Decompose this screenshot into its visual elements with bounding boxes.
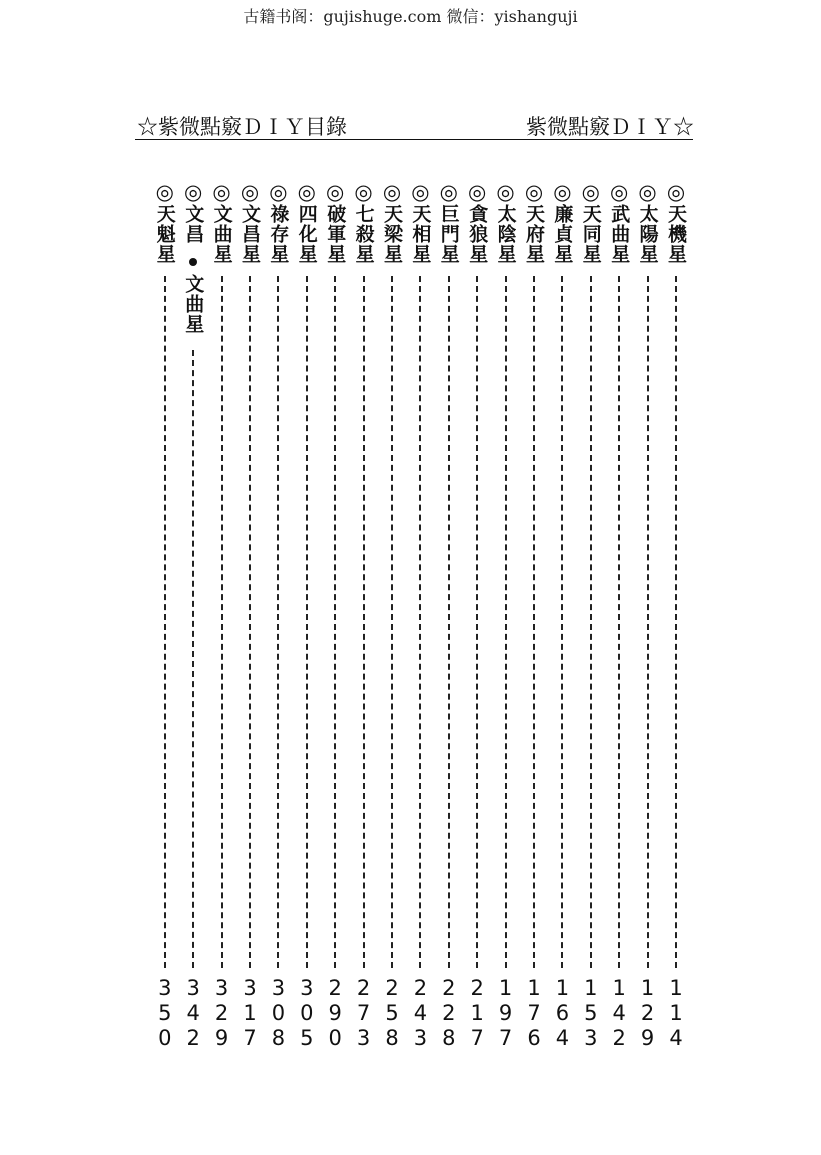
toc-entry-title: 貪狼星 [466,204,489,264]
page-number: 176 [522,976,546,1051]
bullet-mark: ◎ [184,180,203,204]
toc-entry[interactable] [521,180,547,1051]
toc-entry[interactable] [635,180,661,1051]
toc-entry-title: 文曲星 [210,204,233,264]
dotted-leader [249,276,251,968]
toc-entry[interactable] [379,180,405,1051]
bullet-mark: ◎ [240,180,260,204]
dotted-leader [192,350,194,968]
toc-entry[interactable] [549,180,575,1051]
page-number: 228 [436,976,461,1051]
page-number: 164 [550,976,575,1051]
toc-entry[interactable] [322,180,348,1051]
toc-entry[interactable] [578,180,604,1051]
dotted-leader [647,276,649,968]
running-header-right: 紫微點竅ＤＩＹ☆ [526,115,694,139]
bullet-mark: ◎ [269,180,288,204]
toc-entry-title-cont: 文曲星 [182,274,205,334]
dotted-leader [221,276,223,968]
toc-entry-title: 天機星 [665,204,687,264]
toc-entry-title: 文昌星 [239,204,261,264]
toc-entry-title: 廉貞星 [551,204,574,264]
toc-entry[interactable] [265,180,291,1051]
running-header-left: ☆紫微點竅ＤＩＹ目錄 [137,115,347,139]
bullet-mark: ◎ [610,180,629,204]
dotted-leader [561,276,563,968]
dotted-leader [306,276,308,968]
page-number: 153 [578,976,603,1051]
dotted-leader [334,276,336,968]
toc-entry[interactable] [237,180,263,1051]
toc-entry[interactable] [464,180,490,1051]
page-number: 273 [351,976,376,1051]
watermark-text: 古籍书阁：gujishuge.com 微信：yishanguji [243,7,578,26]
bullet-mark: ◎ [524,180,544,204]
page-number: 243 [408,976,433,1051]
toc-entry-title: 七殺星 [352,204,375,264]
page-number: 142 [607,976,632,1051]
bullet-mark: ◎ [411,180,430,204]
bullet-mark: ◎ [638,180,657,204]
bullet-mark: ◎ [439,180,458,204]
page-number: 290 [323,976,348,1051]
toc-entry[interactable] [436,180,462,1051]
page-number: 114 [664,976,688,1051]
toc-entry[interactable] [407,180,433,1051]
toc-entry[interactable] [152,180,178,1051]
bullet-mark: ◎ [155,180,174,204]
toc-entry[interactable] [294,180,320,1051]
separator-dot [189,258,197,266]
bullet-mark: ◎ [354,180,373,204]
dotted-leader [476,276,478,968]
toc-entry[interactable] [663,180,689,1051]
toc-entry-title: 天魁星 [153,204,176,264]
toc-entry-title: 天相星 [409,204,432,264]
toc-entry-title: 祿存星 [267,204,290,264]
toc-entry[interactable] [351,180,377,1051]
toc-entry-title: 武曲星 [608,204,631,264]
toc-entry-title: 天府星 [523,204,545,264]
bullet-mark: ◎ [297,180,316,204]
page-number: 258 [380,976,404,1051]
dotted-leader [590,276,592,968]
dotted-leader [675,276,677,968]
toc-entry-title: 文昌 [182,204,205,244]
page-number: 129 [635,976,660,1051]
page-number: 308 [266,976,291,1051]
dotted-leader [419,276,421,968]
toc-entry-title: 破軍星 [324,204,347,264]
page-number: 197 [493,976,518,1051]
page-number: 317 [238,976,262,1051]
dotted-leader [533,276,535,968]
dotted-leader [618,276,620,968]
bullet-mark: ◎ [468,180,487,204]
dotted-leader [164,276,166,968]
toc-entry-title: 太陽星 [636,204,659,264]
toc-entry-title: 巨門星 [437,204,460,264]
bullet-mark: ◎ [666,180,686,204]
page-number: 305 [294,976,319,1051]
dotted-leader [391,276,393,968]
page-number: 217 [465,976,490,1051]
dotted-leader [505,276,507,968]
page-number: 350 [152,976,177,1051]
toc-entry[interactable] [180,180,206,1051]
bullet-mark: ◎ [326,180,345,204]
bullet-mark: ◎ [581,180,600,204]
dotted-leader [448,276,450,968]
page-number: 329 [209,976,234,1051]
bullet-mark: ◎ [553,180,572,204]
toc-entry[interactable] [209,180,235,1051]
toc-entry[interactable] [493,180,519,1051]
toc-entry-title: 天梁星 [381,204,403,264]
toc-entry-title: 天同星 [579,204,602,264]
toc-entry[interactable] [606,180,632,1051]
page-number: 342 [181,976,206,1051]
toc-entry-title: 太陰星 [494,204,517,264]
bullet-mark: ◎ [496,180,515,204]
dotted-leader [363,276,365,968]
dotted-leader [277,276,279,968]
header-rule [135,139,693,140]
bullet-mark: ◎ [382,180,402,204]
toc-entry-title: 四化星 [295,204,318,264]
bullet-mark: ◎ [212,180,231,204]
